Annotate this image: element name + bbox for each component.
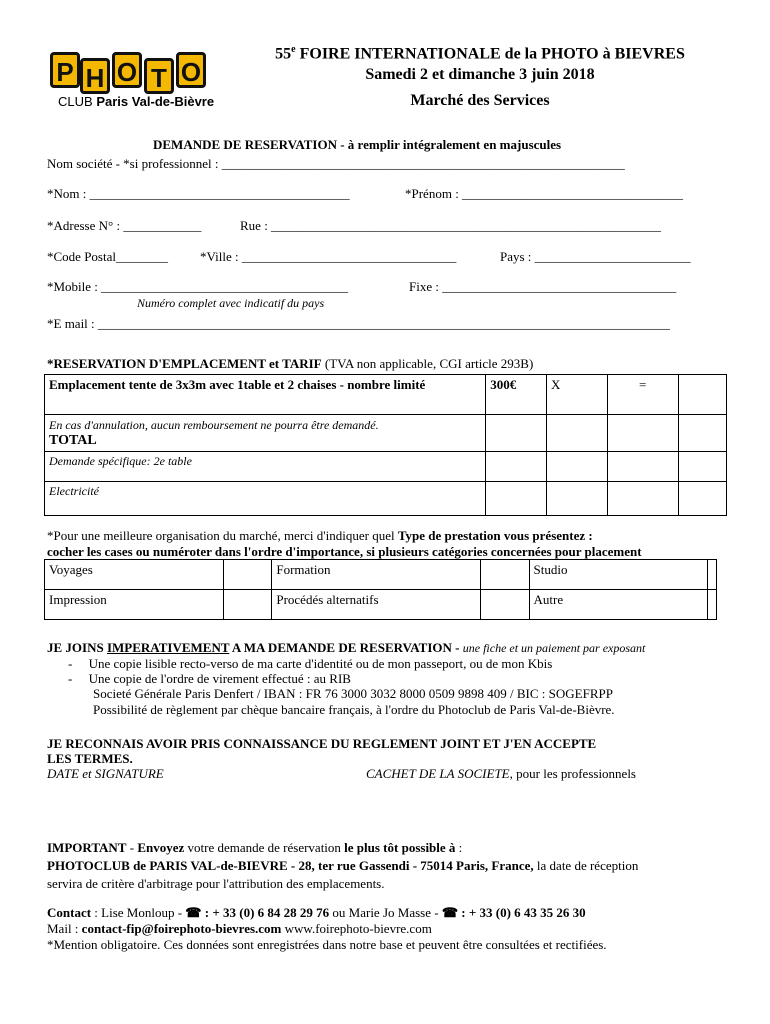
joins-item-1: - Une copie lisible recto-verso de ma carte d'identité ou de mon passeport, ou de mon Kbis xyxy=(68,656,553,671)
joins-item-2: - Une copie de l'ordre de virement effectué : au RIB xyxy=(68,671,351,686)
ville-field[interactable]: *Ville : _________________________________ xyxy=(200,249,457,264)
important-line-1: IMPORTANT - Envoyez votre demande de réservation le plus tôt possible à : xyxy=(47,840,463,855)
form-heading: DEMANDE DE RESERVATION - à remplir intégralement en majuscules xyxy=(153,137,562,152)
reservation-table xyxy=(44,374,727,516)
table-cell[interactable] xyxy=(678,452,726,482)
checkbox-studio[interactable] xyxy=(708,560,717,590)
fixe-field[interactable]: Fixe : ____________________________________ xyxy=(409,279,677,294)
logo-letter: H xyxy=(80,58,110,94)
site-link[interactable]: www.foirephoto-bievre.com xyxy=(281,921,432,936)
important-line-3: servira de critère d'arbitrage pour l'attribution des emplacements. xyxy=(47,876,385,891)
adresse-field[interactable]: *Adresse N° : ____________ xyxy=(47,218,202,233)
reconnais-line-2: LES TERMES. xyxy=(47,751,133,766)
rue-field[interactable]: Rue : ____________________________________________________________ xyxy=(240,218,662,233)
prestation-autre: Autre xyxy=(529,590,707,620)
checkbox-autre[interactable] xyxy=(708,590,717,620)
table-cell xyxy=(546,415,607,452)
logo-letter: P xyxy=(50,52,80,88)
total-row-cell[interactable]: = xyxy=(607,375,678,415)
amount-cell[interactable] xyxy=(678,375,726,415)
table-cell[interactable] xyxy=(678,482,726,516)
mail-line: Mail : contact-fip@foirephoto-bievres.com www.foirephoto-bievre.com xyxy=(47,921,432,936)
electricite-label: Electricité xyxy=(45,482,486,516)
table-cell xyxy=(678,415,726,452)
table-cell xyxy=(486,415,547,452)
table-cell[interactable] xyxy=(546,482,607,516)
annulation-note: En cas d'annulation, aucun remboursement ne pourra être demandé. xyxy=(49,418,379,432)
prestation-voyages: Voyages xyxy=(45,560,224,590)
page-title: 55e FOIRE INTERNATIONALE de la PHOTO à BIEVRES xyxy=(275,44,685,63)
logo-letter: O xyxy=(176,52,206,88)
page-subtitle: Marché des Services xyxy=(410,92,550,109)
pays-field[interactable]: Pays : ________________________ xyxy=(500,249,691,264)
club-logo xyxy=(50,48,220,118)
mobile-note: Numéro complet avec indicatif du pays xyxy=(137,296,325,310)
prestation-formation: Formation xyxy=(272,560,480,590)
phone-icon: ☎ xyxy=(185,905,202,920)
table-cell[interactable] xyxy=(546,452,607,482)
prenom-field[interactable]: *Prénom : __________________________________ xyxy=(405,186,684,201)
table-cell xyxy=(607,415,678,452)
date-signature-label: DATE et SIGNATURE xyxy=(47,766,164,781)
prestation-impression: Impression xyxy=(45,590,224,620)
prestation-procedes: Procédés alternatifs xyxy=(272,590,480,620)
event-dates: Samedi 2 et dimanche 3 juin 2018 xyxy=(365,66,595,83)
mobile-field[interactable]: *Mobile : ______________________________________ xyxy=(47,279,349,294)
table-cell[interactable] xyxy=(607,482,678,516)
logo-letter: T xyxy=(144,58,174,94)
table-cell[interactable] xyxy=(486,482,547,516)
important-line-2: PHOTOCLUB de PARIS VAL-de-BIEVRE - 28, ter rue Gassendi - 75014 Paris, France, la date de réception xyxy=(47,858,639,873)
reservation-title: *RESERVATION D'EMPLACEMENT et TARIF (TVA non applicable, CGI article 293B) xyxy=(47,356,534,371)
prestation-studio: Studio xyxy=(529,560,707,590)
contact-line: Contact : Lise Monloup - ☎ : + 33 (0) 6 84 28 29 76 ou Marie Jo Masse - ☎ : + 33 (0) 6 43 35 26 30 xyxy=(47,905,586,920)
bank-details: Societé Générale Paris Denfert / IBAN : FR 76 3000 3032 8000 0509 9898 409 / BIC : SOGEFRPP xyxy=(93,686,613,701)
prestation-instruction: cocher les cases ou numéroter dans l'ordre d'importance, si plusieurs catégories concernées pour placement xyxy=(47,544,642,559)
mention-note: *Mention obligatoire. Ces données sont enregistrées dans notre base et peuvent être consultées et rectifiées. xyxy=(47,937,607,952)
societe-field[interactable]: Nom société - *si professionnel : ______________________________________________________________ xyxy=(47,156,625,171)
nom-field[interactable]: *Nom : ________________________________________ xyxy=(47,186,350,201)
email-field[interactable]: *E mail : ________________________________________________________________________________________ xyxy=(47,316,670,331)
reconnais-line-1: JE RECONNAIS AVOIR PRIS CONNAISSANCE DU REGLEMENT JOINT ET J'EN ACCEPTE xyxy=(47,736,597,751)
checkbox-voyages[interactable] xyxy=(223,560,272,590)
checkbox-impression[interactable] xyxy=(223,590,272,620)
logo-club-text: CLUB Paris Val-de-Bièvre xyxy=(58,94,215,109)
logo-letter: O xyxy=(112,52,142,88)
emplacement-label: Emplacement tente de 3x3m avec 1table et 2 chaises - nombre limité xyxy=(45,375,486,415)
code-postal-field[interactable]: *Code Postal________ xyxy=(47,249,168,264)
price-cell: 300€ xyxy=(486,375,547,415)
total-label: TOTAL xyxy=(49,433,97,448)
phone-icon: ☎ xyxy=(441,905,459,920)
cachet-label: CACHET DE LA SOCIETE, pour les professionnels xyxy=(366,766,636,781)
prestation-table xyxy=(44,559,717,620)
checkbox-procedes[interactable] xyxy=(480,590,529,620)
cheque-note: Possibilité de règlement par chèque bancaire français, à l'ordre du Photoclub de Paris Val-de-Bièvre. xyxy=(93,702,615,717)
demande-specifique-label: Demande spécifique: 2e table xyxy=(45,452,486,482)
prestation-intro: *Pour une meilleure organisation du marché, merci d'indiquer quel Type de prestation vous présentez : xyxy=(47,528,593,543)
joins-heading: JE JOINS IMPERATIVEMENT A MA DEMANDE DE RESERVATION - une fiche et un paiement par exposant xyxy=(47,640,646,655)
total-label-cell xyxy=(45,415,486,452)
table-cell[interactable] xyxy=(607,452,678,482)
mail-link[interactable]: contact-fip@foirephoto-bievres.com xyxy=(81,921,282,936)
checkbox-formation[interactable] xyxy=(480,560,529,590)
quantity-cell[interactable]: X xyxy=(546,375,607,415)
table-cell[interactable] xyxy=(486,452,547,482)
